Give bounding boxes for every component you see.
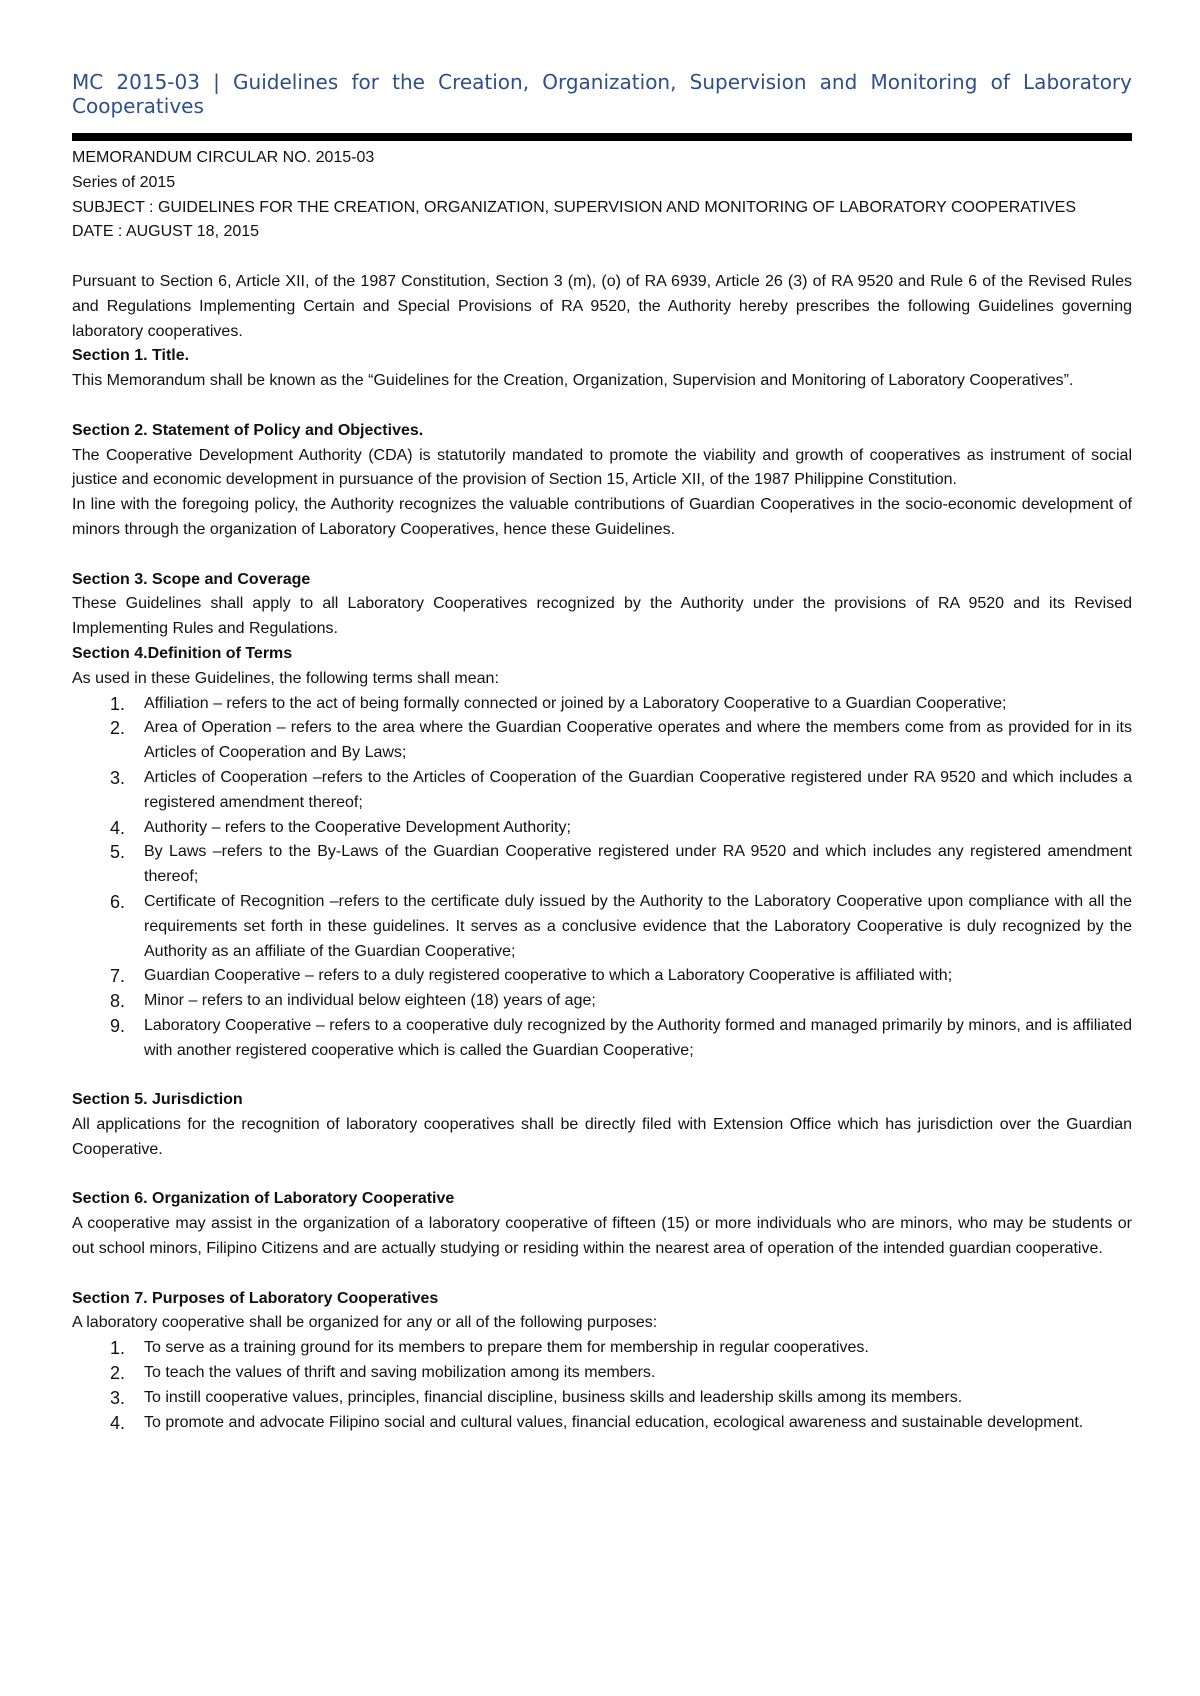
purposes-list xyxy=(72,1336,1132,1435)
document-body xyxy=(72,146,1132,1435)
section-5-title: Section 5. Jurisdiction xyxy=(72,1091,243,1109)
section-6-title: Section 6. Organization of Laboratory Cooperative xyxy=(72,1190,455,1208)
section-7-title: Section 7. Purposes of Laboratory Cooperatives xyxy=(72,1289,439,1307)
title-divider xyxy=(72,133,1132,141)
list-item: 1. Affiliation – refers to the act of being formally connected or joined by a Laboratory Cooperative to a Guardian Cooperative; xyxy=(110,693,1007,714)
circular-number: MEMORANDUM CIRCULAR NO. 2015-03 xyxy=(72,149,375,166)
list-item: 5. By Laws –refers to the By-Laws of the Guardian Cooperative registered under RA 9520 and which includes any registered amendment thereof; xyxy=(110,842,1132,886)
section-7-lead: A laboratory cooperative shall be organized for any or all of the following purposes: xyxy=(72,1314,658,1332)
section-4-lead: As used in these Guidelines, the following terms shall mean: xyxy=(72,669,499,687)
section-2-title: Section 2. Statement of Policy and Objectives. xyxy=(72,421,424,439)
memo-header xyxy=(72,146,1132,245)
section-6-body: A cooperative may assist in the organization of a laboratory cooperative of fifteen (15) or more individuals who are minors, who may be students or out school minors, Filipino Citizens and are actually studying or residing within the nearest area of operation of the intended guardian cooperative. xyxy=(72,1215,1132,1258)
list-item: 2. To teach the values of thrift and saving mobilization among its members. xyxy=(110,1363,656,1384)
list-item: 3. Articles of Cooperation –refers to the Articles of Cooperation of the Guardian Cooperative registered under RA 9520 and which includes a registered amendment thereof; xyxy=(110,767,1132,811)
list-item: 3. To instill cooperative values, principles, financial discipline, business skills and leadership skills among its members. xyxy=(110,1387,963,1408)
subject: SUBJECT : GUIDELINES FOR THE CREATION, ORGANIZATION, SUPERVISION AND MONITORING OF LABORATORY COOPERATIVES xyxy=(72,198,1077,216)
section-3-body: These Guidelines shall apply to all Laboratory Cooperatives recognized by the Authority under the provisions of RA 9520 and its Revised Implementing Rules and Regulations. xyxy=(72,595,1132,638)
list-item: 1. To serve as a training ground for its members to prepare them for membership in regular cooperatives. xyxy=(110,1338,869,1359)
section-1-body: This Memorandum shall be known as the “Guidelines for the Creation, Organization, Supervision and Monitoring of Laboratory Cooperatives”. xyxy=(72,372,1074,390)
section-3-title: Section 3. Scope and Coverage xyxy=(72,570,311,588)
section-2-paragraph-2: In line with the foregoing policy, the Authority recognizes the valuable contributions of Guardian Cooperatives in the socio-economic development of minors through the organization of Laboratory Cooperatives, hence these Guidelines. xyxy=(72,496,1132,538)
section-2-paragraph-1: The Cooperative Development Authority (CDA) is statutorily mandated to promote the viability and growth of cooperatives as instrument of social justice and economic development in pursuance of the provision of Section 15, Article XII, of the 1987 Philippine Constitution. xyxy=(72,446,1132,489)
list-item: 6. Certificate of Recognition –refers to the certificate duly issued by the Authority to the Laboratory Cooperative upon compliance with all the requirements set forth in these guidelines. It serves as a conclusive evidence that the Laboratory Cooperative is duly recognized by the Authority as an affiliate of the Guardian Cooperative; xyxy=(110,891,1132,960)
list-item: 8. Minor – refers to an individual below eighteen (18) years of age; xyxy=(110,991,596,1012)
document-title: MC 2015-03 | Guidelines for the Creation, Organization, Supervision and Monitoring of Laboratory Cooperatives xyxy=(72,70,1132,118)
section-4-title: Section 4.Definition of Terms xyxy=(72,644,293,662)
list-item: 4. Authority – refers to the Cooperative Development Authority; xyxy=(110,817,571,838)
section-5-body: All applications for the recognition of laboratory cooperatives shall be directly filed with Extension Office which has jurisdiction over the Guardian Cooperative. xyxy=(72,1116,1132,1158)
date: DATE : AUGUST 18, 2015 xyxy=(72,223,260,241)
list-item: 9. Laboratory Cooperative – refers to a cooperative duly recognized by the Authority formed and managed primarily by minors, and is affiliated with another registered cooperative which is called the Guardian Cooperative; xyxy=(110,1015,1132,1059)
list-item: 4. To promote and advocate Filipino social and cultural values, financial education, ecological awareness and sustainable development. xyxy=(110,1412,1084,1433)
list-item: 2. Area of Operation – refers to the area where the Guardian Cooperative operates and where the members come from as provided for in its Articles of Cooperation and By Laws; xyxy=(110,718,1132,762)
intro-paragraph: Pursuant to Section 6, Article XII, of the 1987 Constitution, Section 3 (m), (o) of RA 6939, Article 26 (3) of RA 9520 and Rule 6 of the Revised Rules and Regulations Implementing Certain and Special Provisions of RA 9520, the Authority hereby prescribes the following Guidelines governing laboratory cooperatives. xyxy=(72,272,1132,340)
series: Series of 2015 xyxy=(72,173,176,191)
list-item: 7. Guardian Cooperative – refers to a duly registered cooperative to which a Laboratory Cooperative is affiliated with; xyxy=(110,966,953,987)
definitions-list xyxy=(72,692,1132,1064)
section-1-title: Section 1. Title. xyxy=(72,347,190,365)
